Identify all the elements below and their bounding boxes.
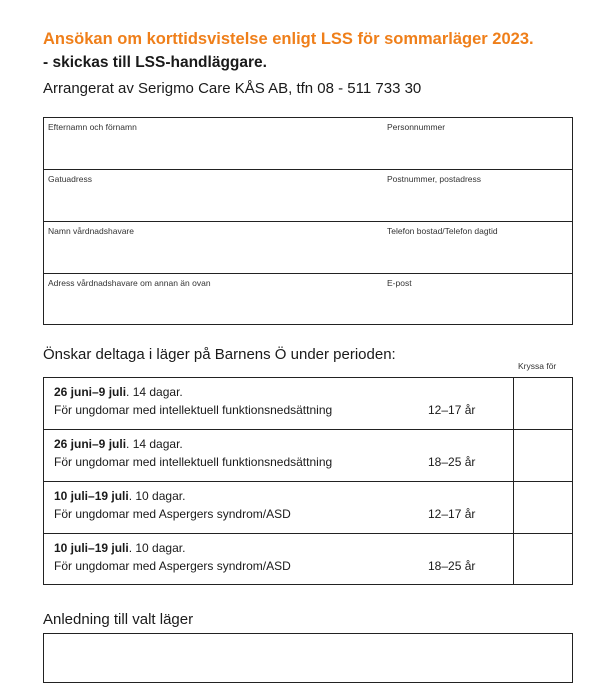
form-row-name[interactable] bbox=[44, 118, 572, 170]
camp-dates: 26 juni–9 juli bbox=[54, 437, 127, 451]
camps-heading: Önskar deltaga i läger på Barnens Ö under perioden: bbox=[43, 346, 396, 363]
form-row-address[interactable] bbox=[44, 169, 572, 221]
camp-dates-line bbox=[54, 541, 185, 555]
page-subtitle: - skickas till LSS-handläggare. bbox=[43, 54, 267, 71]
camp-dates-line bbox=[54, 489, 185, 503]
reason-label: Anledning till valt läger bbox=[43, 611, 194, 628]
camp-duration: . 10 dagar. bbox=[128, 489, 186, 503]
camp-duration: . 14 dagar. bbox=[126, 385, 183, 399]
camp-checkbox-cell[interactable] bbox=[513, 430, 572, 481]
camp-duration: . 10 dagar. bbox=[128, 541, 186, 555]
field-label-email: E-post bbox=[387, 278, 412, 288]
field-label-guardian-name: Namn vårdnadshavare bbox=[48, 226, 134, 236]
camp-option-row bbox=[44, 481, 572, 533]
camp-target-group: För ungdomar med intellektuell funktionsnedsättning bbox=[54, 403, 333, 417]
camp-dates: 26 juni–9 juli bbox=[54, 385, 127, 399]
camp-checkbox-cell[interactable] bbox=[513, 534, 572, 585]
camp-age-range: 18–25 år bbox=[428, 455, 476, 469]
tick-column-header: Kryssa för bbox=[518, 361, 557, 371]
camp-dates: 10 juli–19 juli bbox=[54, 489, 129, 503]
camp-target-group: För ungdomar med Aspergers syndrom/ASD bbox=[54, 507, 291, 521]
camp-age-range: 12–17 år bbox=[428, 403, 476, 417]
form-row-guardian[interactable] bbox=[44, 221, 572, 273]
camp-age-range: 12–17 år bbox=[428, 507, 476, 521]
camp-duration: . 14 dagar. bbox=[126, 437, 183, 451]
camp-dates: 10 juli–19 juli bbox=[54, 541, 129, 555]
camp-checkbox-cell[interactable] bbox=[513, 482, 572, 533]
field-label-name: Efternamn och förnamn bbox=[48, 122, 137, 132]
camp-dates-line bbox=[54, 437, 183, 451]
form-row-guardian-address[interactable] bbox=[44, 273, 572, 325]
camp-checkbox-cell[interactable] bbox=[513, 378, 572, 430]
field-label-personal-number: Personnummer bbox=[387, 122, 446, 132]
camp-options-table bbox=[43, 377, 573, 585]
camp-target-group: För ungdomar med Aspergers syndrom/ASD bbox=[54, 559, 291, 573]
applicant-form-table bbox=[43, 117, 573, 325]
reason-input-box[interactable] bbox=[43, 633, 573, 683]
camp-target-group: För ungdomar med intellektuell funktionsnedsättning bbox=[54, 455, 333, 469]
field-label-phone: Telefon bostad/Telefon dagtid bbox=[387, 226, 498, 236]
field-label-guardian-address: Adress vårdnadshavare om annan än ovan bbox=[48, 278, 211, 288]
camp-option-row bbox=[44, 533, 572, 585]
arranger-info: Arrangerat av Serigmo Care KÅS AB, tfn 08 - 511 733 30 bbox=[43, 80, 422, 97]
camp-option-row bbox=[44, 429, 572, 481]
camp-dates-line bbox=[54, 385, 183, 399]
camp-option-row bbox=[44, 378, 572, 430]
camp-age-range: 18–25 år bbox=[428, 559, 476, 573]
field-label-street-address: Gatuadress bbox=[48, 174, 92, 184]
field-label-postal-address: Postnummer, postadress bbox=[387, 174, 482, 184]
page-title: Ansökan om korttidsvistelse enligt LSS för sommarläger 2023. bbox=[43, 30, 534, 48]
